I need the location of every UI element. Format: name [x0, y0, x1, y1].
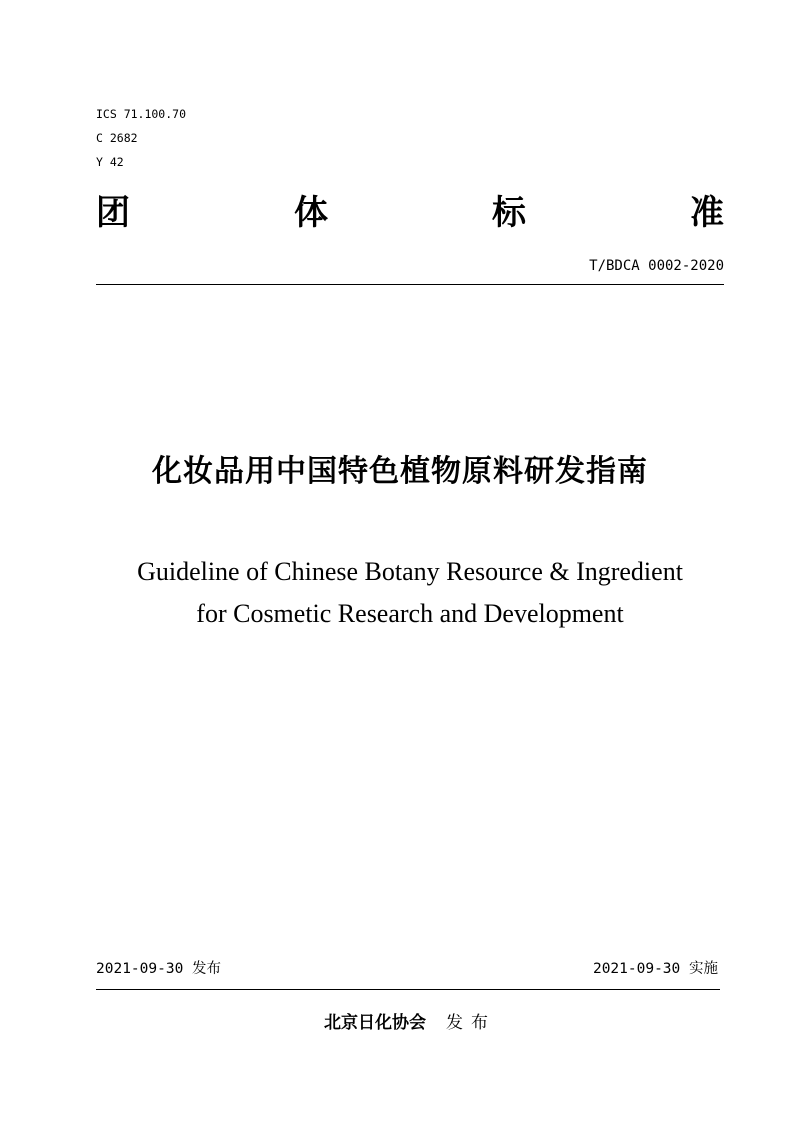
implementation-date: 2021-09-30 实施	[592, 960, 718, 977]
header-divider	[96, 284, 724, 285]
english-title	[0, 551, 800, 635]
ics-code: ICS 71.100.70	[96, 107, 187, 121]
publisher-line	[0, 1009, 800, 1037]
chinese-title: 化妆品用中国特色植物原料研发指南	[152, 454, 648, 489]
publisher-action: 发布	[446, 1013, 496, 1033]
standard-type-char: 标	[492, 193, 526, 233]
date-row	[96, 955, 718, 979]
standard-type-char: 准	[690, 193, 724, 233]
standard-type-char: 体	[294, 193, 328, 233]
y-code: Y 42	[96, 155, 124, 169]
classification-codes	[96, 102, 186, 174]
standard-number: T/BDCA 0002-2020	[589, 258, 724, 274]
english-title-line-1: Guideline of Chinese Botany Resource & Ingredient	[137, 557, 683, 586]
ccs-code: C 2682	[96, 131, 138, 145]
standard-type-char: 团	[96, 193, 130, 233]
publisher-organization: 北京日化协会	[324, 1013, 426, 1033]
english-title-line-2: for Cosmetic Research and Development	[196, 599, 624, 628]
issue-date: 2021-09-30 发布	[96, 960, 222, 977]
standard-type-heading	[96, 191, 724, 235]
footer-divider	[96, 989, 720, 990]
